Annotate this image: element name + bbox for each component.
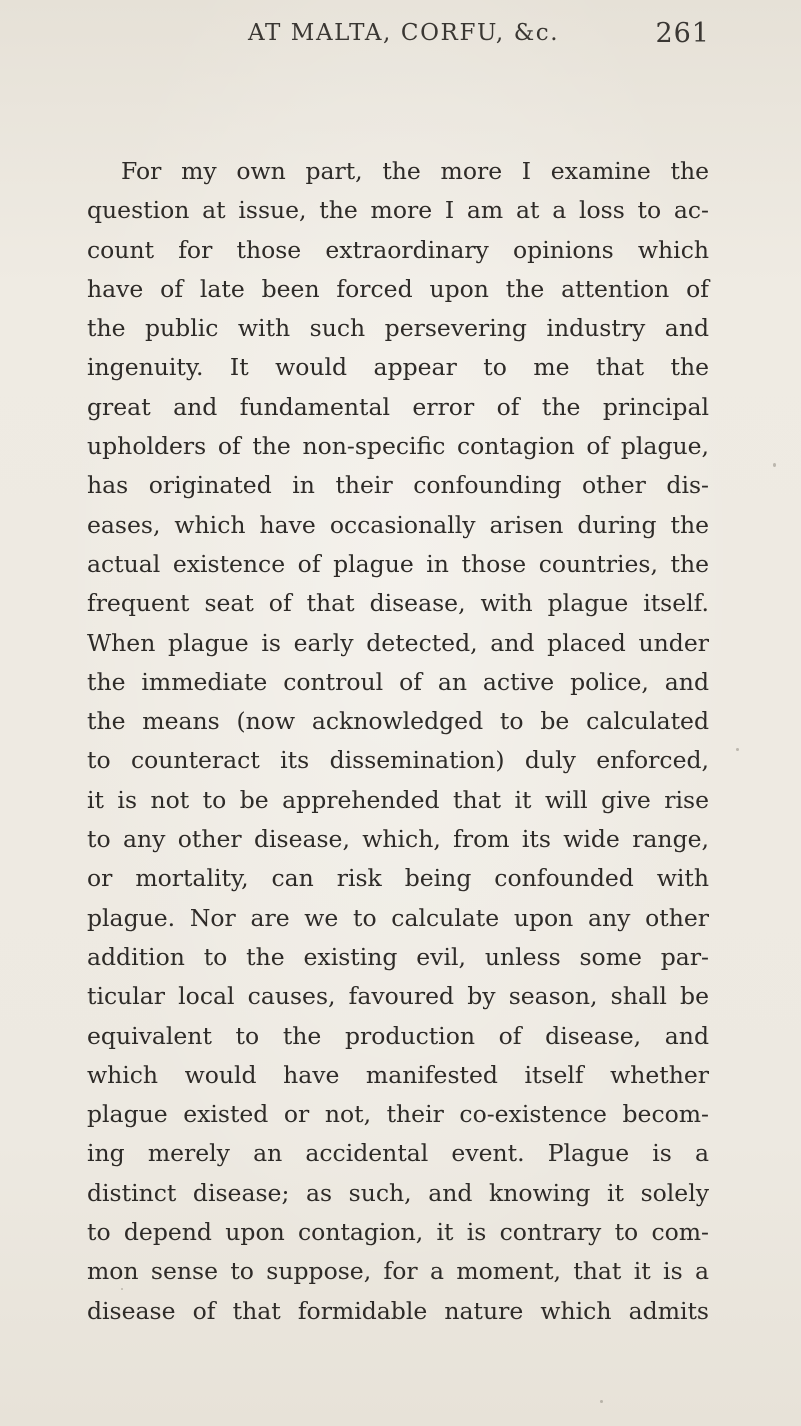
text-line: the means (now acknowledged to be calculated [87,707,709,736]
text-line: to any other disease, which, from its wide range, [87,825,709,854]
text-line: When plague is early detected, and placed under [87,628,709,657]
page-number: 261 [655,18,710,49]
text-line: frequent seat of that disease, with plague itself. [87,589,709,618]
text-line: upholders of the non-specific contagion of plague, [87,432,709,461]
body-paragraph [87,152,709,1331]
text-line: has originated in their confounding other dis- [87,471,709,500]
text-line: have of late been forced upon the attention of [87,274,709,303]
paper-speck [736,748,739,751]
text-line: disease of that formidable nature which admits [87,1296,709,1325]
text-line: equivalent to the production of disease, and [87,1021,709,1050]
text-line: mon sense to suppose, for a moment, that it is a [87,1257,709,1286]
text-line: the immediate controul of an active police, and [87,667,709,696]
text-line: distinct disease; as such, and knowing it solely [87,1178,709,1207]
text-line: to counteract its dissemination) duly enforced, [87,746,709,775]
text-line: For my own part, the more I examine the [121,157,709,185]
paper-speck [773,463,776,467]
text-line: addition to the existing evil, unless some par- [87,942,709,971]
text-line: ing merely an accidental event. Plague is a [87,1139,709,1168]
text-line: ingenuity. It would appear to me that the [87,353,709,382]
text-line: great and fundamental error of the principal [87,392,709,421]
text-line: the public with such persevering industry and [87,314,709,343]
page-header [248,20,710,60]
text-line: actual existence of plague in those countries, the [87,549,709,578]
text-line: question at issue, the more I am at a loss to ac- [87,196,709,225]
text-line: which would have manifested itself whether [87,1060,709,1089]
text-line: count for those extraordinary opinions which [87,235,709,264]
running-head: AT MALTA, CORFU, &c. [248,20,560,46]
text-line: ticular local causes, favoured by season, shall be [87,982,709,1011]
text-line: plague existed or not, their co-existence becom- [87,1100,709,1129]
text-line: to depend upon contagion, it is contrary to com- [87,1218,709,1247]
text-line: plague. Nor are we to calculate upon any other [87,903,709,932]
text-line: eases, which have occasionally arisen during the [87,510,709,539]
paper-speck [121,1288,123,1290]
text-line: it is not to be apprehended that it will give rise [87,785,709,814]
text-line: or mortality, can risk being confounded with [87,864,709,893]
paper-speck [600,1400,603,1403]
